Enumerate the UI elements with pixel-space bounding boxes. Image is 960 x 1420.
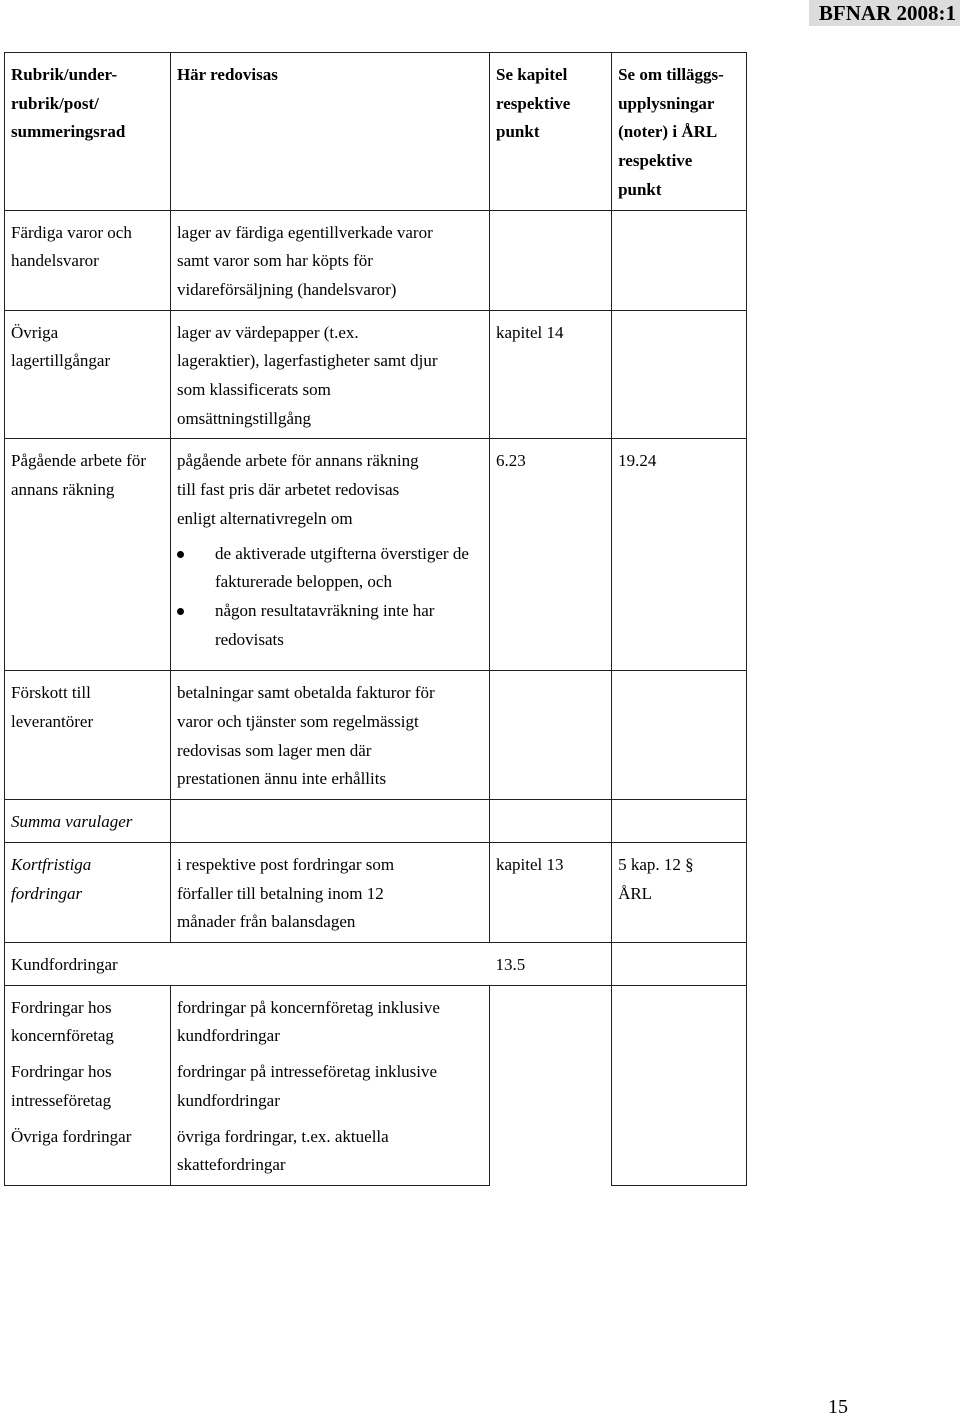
row-note: [612, 210, 747, 310]
table-header-row: [5, 53, 747, 211]
header-text: punkt: [618, 179, 662, 199]
row-chapter: kapitel 14: [490, 310, 612, 439]
cell-text: samt varor som har köpts för: [176, 251, 373, 271]
cell-text: fordringar på intresseföretag inklusive: [176, 1062, 438, 1082]
row-note: [612, 842, 747, 942]
cell-text: lager av värdepapper (t.ex.: [176, 322, 359, 342]
row-label: [5, 985, 171, 1056]
cell-text: 5 kap. 12 §: [618, 854, 694, 874]
header-text: Rubrik/under-: [11, 65, 118, 84]
header-cell-rubrik: [5, 53, 171, 211]
row-label: [5, 310, 171, 439]
table-row: [5, 671, 747, 800]
cell-text: månader från balansdagen: [176, 912, 356, 932]
cell-text: Fordringar hos: [11, 1062, 112, 1082]
header-text: respektive: [618, 151, 693, 171]
row-note: [612, 800, 747, 843]
table-row: [5, 310, 747, 439]
cell-text: pågående arbete för annans räkning: [176, 451, 419, 471]
cell-text: lageraktier), lagerfastigheter samt djur: [176, 351, 438, 371]
cell-text: till fast pris där arbetet redovisas: [176, 480, 400, 500]
row-chapter: kapitel 13: [490, 842, 612, 942]
cell-text: kundfordringar: [176, 1026, 280, 1046]
header-text: respektive: [496, 93, 571, 113]
row-description: [170, 942, 489, 985]
header-cell-tillaggsupplysningar: [612, 53, 747, 211]
row-label: Kundfordringar: [5, 942, 171, 985]
cell-text: annans räkning: [11, 480, 115, 500]
row-description: [170, 1121, 489, 1186]
cell-text: Fordringar hos: [11, 997, 112, 1017]
cell-text: koncernföretag: [11, 1026, 114, 1046]
cell-text: fordringar på koncernföretag inklusive: [176, 997, 440, 1017]
header-text: Se kapitel: [496, 65, 568, 84]
row-description: [170, 800, 489, 843]
table-row: [5, 800, 747, 843]
note-ref: 19.24: [618, 451, 657, 471]
cell-text: omsättningstillgång: [176, 408, 312, 428]
cell-text: Pågående arbete för: [11, 451, 146, 471]
table-row: [5, 842, 747, 942]
bullet-item: någon resultatavräkning inte har redovisats: [177, 597, 483, 654]
table-row: [5, 942, 747, 985]
cell-text: Förskott till: [11, 683, 91, 703]
cell-text: ÅRL: [618, 883, 653, 903]
cell-text: skattefordringar: [176, 1155, 286, 1175]
header-text: rubrik/post/: [11, 93, 99, 113]
cell-text: vidareförsäljning (handelsvaror): [176, 279, 397, 299]
row-description: [170, 210, 489, 310]
chapter-ref: 6.23: [496, 451, 526, 471]
cell-text: lager av färdiga egentillverkade varor: [176, 222, 433, 242]
row-label: [5, 1056, 171, 1120]
row-chapter: [490, 985, 612, 1185]
row-label: [5, 210, 171, 310]
row-label: [5, 842, 171, 942]
cell-text: prestationen ännu inte erhållits: [176, 769, 387, 789]
row-description: [170, 842, 489, 942]
row-label: [5, 439, 171, 671]
document-header: BFNAR 2008:1: [809, 0, 960, 26]
cell-text: leverantörer: [11, 712, 94, 732]
row-chapter: [490, 210, 612, 310]
row-label: Övriga fordringar: [5, 1121, 171, 1186]
cell-text: Färdiga varor och: [11, 222, 132, 242]
cell-text: lagertillgångar: [11, 351, 111, 371]
table-row: [5, 210, 747, 310]
cell-text: redovisas som lager men där: [176, 740, 372, 760]
cell-text: betalningar samt obetalda fakturor för: [176, 683, 435, 703]
row-description: [170, 985, 489, 1056]
bullet-item: de aktiverade utgifterna överstiger de fakturerade beloppen, och: [177, 540, 483, 597]
cell-text: Kortfristiga: [11, 854, 92, 874]
header-text: Se om tilläggs-: [618, 65, 724, 84]
bullet-list: [177, 540, 483, 655]
row-chapter: [490, 439, 612, 671]
row-note: [612, 671, 747, 800]
row-note: [612, 439, 747, 671]
cell-text: handelsvaror: [11, 251, 99, 271]
cell-text: enligt alternativregeln om: [176, 508, 353, 528]
cell-text: förfaller till betalning inom 12: [176, 883, 384, 903]
row-description: [170, 1056, 489, 1120]
row-note: [612, 942, 747, 985]
table-row: [5, 985, 747, 1056]
balance-sheet-table: [4, 52, 747, 1186]
row-chapter: [490, 671, 612, 800]
header-cell-har-redovisas: [170, 53, 489, 211]
header-cell-se-kapitel: [490, 53, 612, 211]
row-description: [170, 310, 489, 439]
row-description: [170, 671, 489, 800]
header-text: summeringsrad: [11, 122, 126, 142]
row-label: Summa varulager: [5, 800, 171, 843]
cell-text: kundfordringar: [176, 1090, 280, 1110]
table-row: [5, 439, 747, 671]
header-text: punkt: [496, 122, 540, 142]
row-label: [5, 671, 171, 800]
cell-text: övriga fordringar, t.ex. aktuella: [176, 1126, 389, 1146]
row-note: [612, 310, 747, 439]
row-chapter: 13.5: [490, 942, 612, 985]
cell-text: som klassificerats som: [176, 380, 331, 400]
header-text: (noter) i ÅRL: [618, 122, 718, 142]
cell-text: fordringar: [11, 883, 83, 903]
cell-text: i respektive post fordringar som: [176, 854, 395, 874]
header-text: upplysningar: [618, 93, 715, 113]
cell-text: varor och tjänster som regelmässigt: [176, 712, 419, 732]
row-note: [612, 985, 747, 1185]
page-number: 15: [828, 1396, 848, 1418]
row-chapter: [490, 800, 612, 843]
header-text: Här redovisas: [176, 65, 278, 84]
row-description: [170, 439, 489, 671]
cell-text: intresseföretag: [11, 1090, 112, 1110]
cell-text: Övriga: [11, 322, 59, 342]
